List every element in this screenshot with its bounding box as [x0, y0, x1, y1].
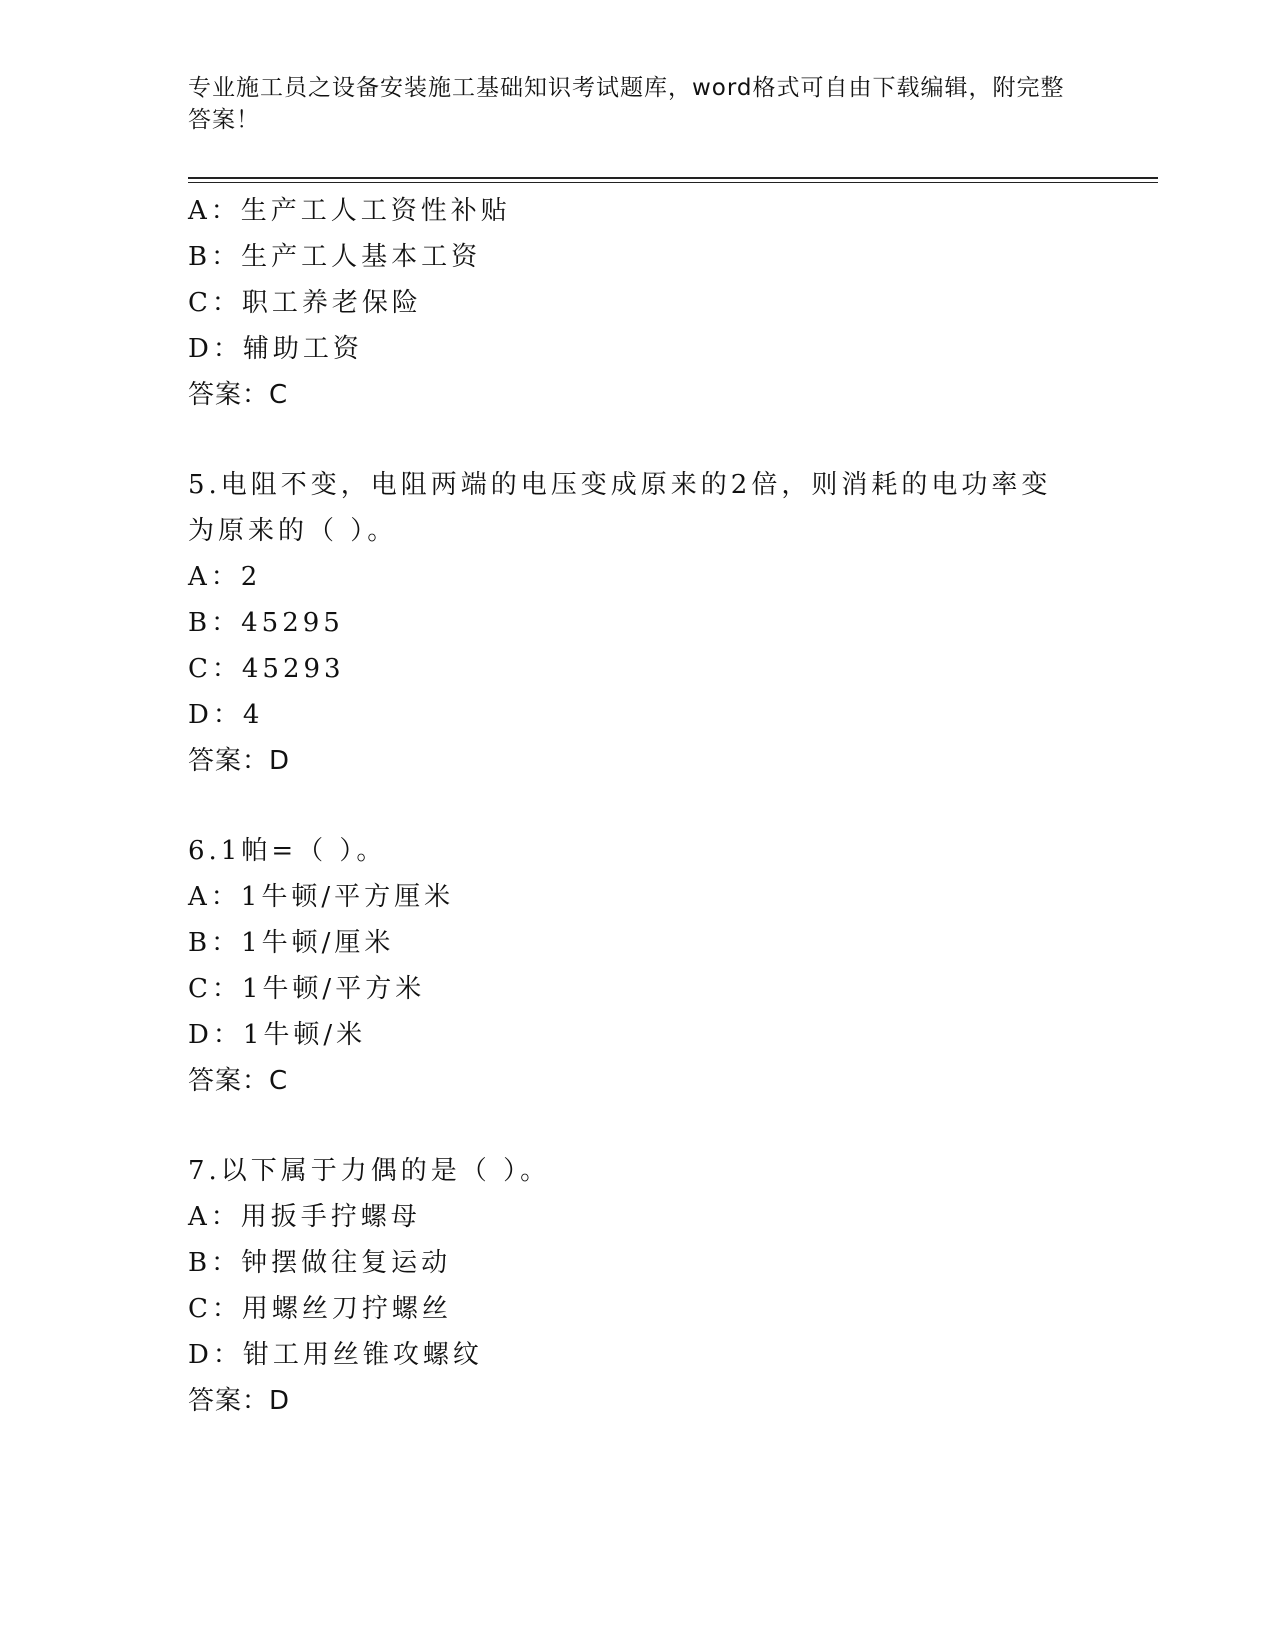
spacer: [188, 784, 1088, 828]
option-c: C：45293: [188, 654, 345, 684]
spacer: [188, 1104, 1088, 1148]
option-b: B：生产工人基本工资: [188, 242, 482, 272]
question-block-6: [188, 828, 1088, 1104]
question-list: [188, 188, 1088, 1424]
option-c: C：用螺丝刀拧螺丝: [188, 1294, 452, 1324]
document-header: 专业施工员之设备安装施工基础知识考试题库，word格式可自由下载编辑，附完整答案！: [188, 75, 1065, 133]
question-stem: 6.1帕=（ ）。: [188, 836, 387, 866]
option-a: A：1牛顿/平方厘米: [188, 882, 455, 912]
option-c: C：1牛顿/平方米: [188, 974, 426, 1004]
option-d: D：4: [188, 700, 264, 730]
option-b: B：钟摆做往复运动: [188, 1248, 452, 1278]
question-block-5: [188, 462, 1088, 784]
option-b: B：1牛顿/厘米: [188, 928, 395, 958]
option-a: A：2: [188, 562, 262, 592]
question-stem: 7.以下属于力偶的是（ ）。: [188, 1156, 551, 1186]
option-d: D：辅助工资: [188, 334, 363, 364]
option-d: D：1牛顿/米: [188, 1020, 367, 1050]
option-d: D：钳工用丝锥攻螺纹: [188, 1340, 483, 1370]
answer-line: 答案：D: [188, 746, 291, 776]
question-block-7: [188, 1148, 1088, 1424]
question-block-partial: [188, 188, 1088, 418]
option-a: A：生产工人工资性补贴: [188, 196, 511, 226]
header-divider-thick: [188, 177, 1158, 179]
answer-line: 答案：C: [188, 1066, 289, 1096]
option-c: C：职工养老保险: [188, 288, 422, 318]
spacer: [188, 418, 1088, 462]
header-divider-thin: [188, 182, 1158, 183]
question-stem: 5.电阻不变，电阻两端的电压变成原来的2倍，则消耗的电功率变为原来的（ ）。: [188, 470, 1052, 546]
answer-line: 答案：D: [188, 1386, 291, 1416]
option-a: A：用扳手拧螺母: [188, 1202, 421, 1232]
answer-line: 答案：C: [188, 380, 289, 410]
option-b: B：45295: [188, 608, 344, 638]
